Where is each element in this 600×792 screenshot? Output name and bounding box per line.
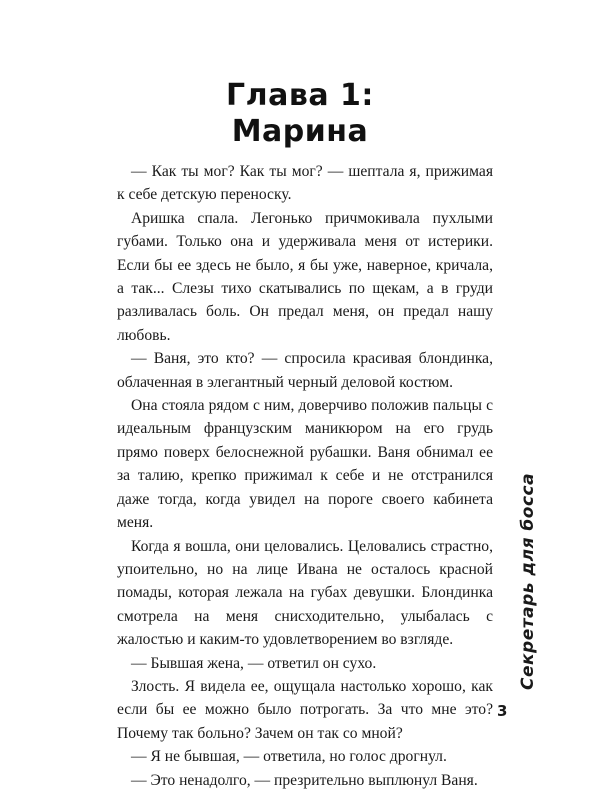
paragraph: Когда я вошла, они целовались. Целовались страстно, упоительно, но на лице Ивана не осталось красной помады, которая лежала на губах девушки. Блондинка смотрела на меня снисходительно, улыбалась с жалостью и каким-то удовлетворением во взгляде. (117, 537, 493, 649)
paragraph: — Ваня, это кто? — спросила красивая блондинка, облаченная в элегантный черный деловой костюм. (117, 350, 493, 391)
paragraph: — Это ненадолго, — презрительно выплюнул Ваня. (131, 771, 478, 789)
paragraph: Аришка спала. Легонько причмокивала пухлыми губами. Только она и удерживала меня от истерики. Если бы ее здесь не было, я бы уже, наверное, кричала, а так... Слезы тихо скатывались по щекам, а в груди разливалась боль. Он предал меня, он предал нашу любовь. (117, 209, 493, 344)
chapter-number: Глава 1: (226, 78, 374, 113)
page-number: 3 (497, 702, 508, 720)
running-title: Секретарь для босса (518, 472, 538, 690)
paragraph: — Бывшая жена, — ответил он сухо. (131, 654, 377, 672)
chapter-heading (0, 78, 600, 150)
chapter-name: Марина (231, 114, 369, 149)
paragraph: Она стояла рядом с ним, доверчиво положив пальцы с идеальным французским маникюром на его грудь прямо поверх белоснежной рубашки. Ваня обнимал ее за талию, крепко прижимал к себе и не отстранился даже тогда, когда увидел на пороге своего кабинета меня. (117, 397, 493, 532)
chapter-body (117, 160, 493, 792)
paragraph: — Как ты мог? Как ты мог? — шептала я, прижимая к себе детскую переноску. (117, 163, 493, 204)
paragraph: — Я не бывшая, — ответила, но голос дрогнул. (131, 748, 447, 766)
paragraph: Злость. Я видела ее, ощущала настолько хорошо, как если бы ее можно было потрогать. За что мне это? Почему так больно? Зачем он так со мной? (117, 677, 493, 742)
